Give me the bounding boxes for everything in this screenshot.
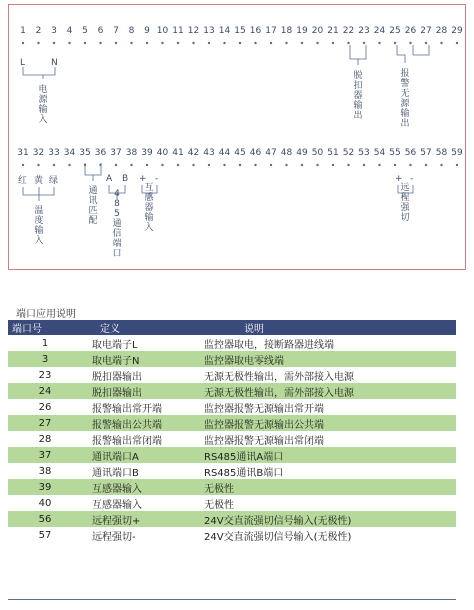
top-terminal-dot-7 (115, 42, 117, 44)
bottom-terminal-dot-40 (161, 164, 163, 166)
cell-definition: 脱扣器输出 (82, 383, 188, 399)
cell-definition: 互感器输入 (82, 479, 188, 495)
bottom-terminal-56: 56 (404, 148, 417, 158)
cell-port: 3 (8, 351, 82, 367)
top-terminal-21: 21 (327, 26, 339, 36)
top-terminal-dot-23 (363, 42, 365, 44)
bottom-terminal-dot-49 (301, 164, 303, 166)
bottom-terminal-dot-56 (409, 164, 411, 166)
lead-35 (85, 163, 93, 181)
bottom-terminal-dot-50 (316, 164, 318, 166)
top-terminal-dot-2 (37, 42, 39, 44)
bottom-terminal-41: 41 (172, 148, 184, 158)
cell-description: 监控器报警无源输出常开端 (188, 399, 456, 415)
cell-port: 1 (8, 335, 82, 351)
top-terminal-dot-20 (316, 42, 318, 44)
section-title: 端口应用说明 (16, 309, 76, 320)
mark-yellow: 黄 (34, 176, 44, 186)
label-power-input: 电源输入 (38, 85, 48, 125)
table-row (8, 431, 456, 447)
top-terminal-14: 14 (218, 26, 231, 36)
top-terminal-dot-24 (378, 42, 380, 44)
bottom-terminal-dot-42 (192, 164, 194, 166)
mark-minus-ct: - (155, 174, 159, 184)
top-terminal-dot-3 (53, 42, 55, 44)
bottom-terminal-dot-39 (146, 164, 148, 166)
top-terminal-29: 29 (451, 26, 463, 36)
bottom-terminal-54: 54 (373, 148, 386, 158)
cell-description: RS485通讯A端口 (188, 447, 456, 463)
bottom-terminal-57: 57 (420, 148, 432, 158)
table-row (8, 527, 456, 543)
bottom-terminal-49: 49 (296, 148, 308, 158)
top-terminal-10: 10 (156, 26, 169, 36)
lead-28 (413, 45, 429, 55)
top-terminal-17: 17 (265, 26, 277, 36)
bottom-terminal-dot-37 (115, 164, 117, 166)
label-remote-cut: 远程强切 (400, 183, 410, 223)
top-terminal-1: 1 (20, 26, 26, 36)
table-row (8, 399, 456, 415)
lead-24 (358, 45, 366, 59)
bottom-terminal-31: 31 (17, 148, 29, 158)
cell-description: 监控器报警无源输出公共端 (188, 415, 456, 431)
bottom-terminal-dot-38 (130, 164, 132, 166)
bottom-terminal-37: 37 (110, 148, 122, 158)
top-terminal-16: 16 (249, 26, 262, 36)
top-terminal-dot-8 (130, 42, 132, 44)
label-alarm-output: 报警无源输出 (400, 69, 410, 129)
table-row (8, 463, 456, 479)
top-terminal-9: 9 (144, 26, 150, 36)
top-terminal-dot-29 (456, 42, 458, 44)
bottom-terminal-46: 46 (249, 148, 262, 158)
cell-definition: 远程强切+ (82, 511, 188, 527)
cell-definition: 远程强切- (82, 527, 188, 543)
top-terminal-dot-6 (99, 42, 101, 44)
terminal-wiring-diagram (8, 4, 466, 270)
table-row (8, 415, 456, 431)
top-terminal-27: 27 (420, 26, 432, 36)
lead-23 (350, 45, 358, 65)
bottom-terminal-36: 36 (94, 148, 107, 158)
top-terminal-4: 4 (66, 26, 73, 36)
bottom-terminal-dot-47 (270, 164, 272, 166)
cell-definition: 报警输出常开端 (82, 399, 188, 415)
header-description: 说明 (188, 320, 456, 335)
top-terminal-dot-17 (270, 42, 272, 44)
cell-description: 无极性 (188, 495, 456, 511)
top-terminal-dot-27 (425, 42, 427, 44)
top-terminal-7: 7 (113, 26, 119, 36)
top-terminal-28: 28 (435, 26, 448, 36)
bottom-terminal-dot-48 (285, 164, 287, 166)
bottom-terminal-39: 39 (141, 148, 153, 158)
top-terminal-11: 11 (172, 26, 184, 36)
top-terminal-dot-14 (223, 42, 225, 44)
mark-N: N (51, 58, 58, 68)
table-row (8, 335, 456, 351)
cell-description: 无极性 (188, 479, 456, 495)
mark-A: A (106, 174, 113, 184)
label-temp-input: 温度输入 (34, 206, 44, 246)
table-row (8, 383, 456, 399)
lead-26 (397, 45, 405, 63)
top-terminal-6: 6 (97, 26, 104, 36)
cell-description: RS485通讯B端口 (188, 463, 456, 479)
top-terminal-dot-1 (22, 42, 24, 44)
label-comm-match: 通讯匹配 (88, 186, 98, 226)
top-terminal-dot-4 (68, 42, 70, 44)
cell-description: 无源无极性输出，需外部接入电源 (188, 367, 456, 383)
table-row (8, 367, 456, 383)
cell-port: 27 (8, 415, 82, 431)
bottom-terminal-dot-54 (378, 164, 380, 166)
bottom-terminal-47: 47 (265, 148, 277, 158)
cell-description: 24V交直流强切信号输入(无极性) (188, 511, 456, 527)
top-terminal-12: 12 (187, 26, 200, 36)
top-terminal-dot-21 (332, 42, 334, 44)
top-terminal-8: 8 (128, 26, 135, 36)
cell-port: 23 (8, 367, 82, 383)
bottom-terminal-dot-34 (68, 164, 70, 166)
port-description-table (8, 320, 456, 543)
bottom-terminal-dot-31 (22, 164, 24, 166)
bottom-terminal-dot-43 (208, 164, 210, 166)
bottom-terminal-dot-51 (332, 164, 334, 166)
bottom-terminal-dot-45 (239, 164, 241, 166)
top-terminal-dot-25 (394, 42, 396, 44)
cell-description: 24V交直流强切信号输入(无极性) (188, 527, 456, 543)
bottom-rule (8, 599, 456, 600)
top-terminal-13: 13 (203, 26, 215, 36)
mark-plus-ct: + (139, 174, 147, 184)
cell-port: 57 (8, 527, 82, 543)
cell-definition: 报警输出公共端 (82, 415, 188, 431)
label-ct-input: 互感器输入 (144, 183, 154, 233)
top-terminal-dot-16 (254, 42, 256, 44)
top-terminal-5: 5 (82, 26, 88, 36)
bottom-terminal-44: 44 (218, 148, 231, 158)
bottom-terminal-34: 34 (63, 148, 76, 158)
cell-definition: 取电端子L (82, 335, 188, 351)
bottom-terminal-40: 40 (156, 148, 169, 158)
mark-B: B (122, 174, 129, 184)
bottom-terminal-58: 58 (435, 148, 448, 158)
cell-definition: 通讯端口B (82, 463, 188, 479)
top-terminal-23: 23 (358, 26, 370, 36)
bottom-terminal-45: 45 (234, 148, 246, 158)
top-terminal-dot-12 (192, 42, 194, 44)
top-terminal-dot-11 (177, 42, 179, 44)
lead-3 (43, 67, 55, 75)
top-terminal-18: 18 (280, 26, 293, 36)
top-terminal-22: 22 (342, 26, 355, 36)
top-terminal-24: 24 (373, 26, 386, 36)
cell-port: 37 (8, 447, 82, 463)
cell-description: 无源无极性输出，需外部接入电源 (188, 383, 456, 399)
bottom-terminal-33: 33 (48, 148, 60, 158)
table-header-row (8, 320, 456, 335)
header-port: 端口号 (8, 320, 82, 335)
bottom-terminal-52: 52 (342, 148, 355, 158)
bottom-terminal-dot-33 (53, 164, 55, 166)
cell-definition: 脱扣器输出 (82, 367, 188, 383)
lead-33 (39, 187, 54, 195)
bottom-terminal-51: 51 (327, 148, 339, 158)
mark-plus-remote: + (395, 174, 403, 184)
bottom-terminal-dot-57 (425, 164, 427, 166)
bottom-terminal-53: 53 (358, 148, 370, 158)
bottom-terminal-32: 32 (32, 148, 45, 158)
top-terminal-26: 26 (404, 26, 417, 36)
top-terminal-dot-15 (239, 42, 241, 44)
cell-port: 24 (8, 383, 82, 399)
top-terminal-dot-18 (285, 42, 287, 44)
top-terminal-15: 15 (234, 26, 246, 36)
cell-port: 39 (8, 479, 82, 495)
top-terminal-19: 19 (296, 26, 308, 36)
top-terminal-2: 2 (35, 26, 42, 36)
mark-L: L (20, 58, 26, 68)
cell-port: 28 (8, 431, 82, 447)
bottom-terminal-dot-41 (177, 164, 179, 166)
cell-definition: 取电端子N (82, 351, 188, 367)
cell-port: 56 (8, 511, 82, 527)
cell-definition: 通讯端口A (82, 447, 188, 463)
mark-minus-remote: - (410, 174, 414, 184)
cell-description: 监控器取电，接断路器进线端 (188, 335, 456, 351)
label-485-port: 4 8 5 通信端口 (112, 189, 122, 259)
top-terminal-dot-5 (84, 42, 86, 44)
mark-red: 红 (18, 176, 28, 186)
mark-green: 绿 (49, 176, 59, 186)
bottom-terminal-dot-52 (347, 164, 349, 166)
bottom-terminal-59: 59 (451, 148, 463, 158)
bottom-terminal-dot-46 (254, 164, 256, 166)
top-terminal-dot-10 (161, 42, 163, 44)
bottom-terminal-dot-58 (440, 164, 442, 166)
top-terminal-dot-26 (409, 42, 411, 44)
cell-description: 监控器取电零线端 (188, 351, 456, 367)
top-terminal-25: 25 (389, 26, 401, 36)
lead-31 (23, 187, 39, 201)
bottom-terminal-dot-59 (456, 164, 458, 166)
bottom-terminal-35: 35 (79, 148, 91, 158)
cell-port: 40 (8, 495, 82, 511)
top-terminal-dot-9 (146, 42, 148, 44)
lead-1 (23, 67, 43, 75)
bottom-terminal-38: 38 (125, 148, 138, 158)
bottom-terminal-dot-44 (223, 164, 225, 166)
cell-port: 38 (8, 463, 82, 479)
table-row (8, 495, 456, 511)
top-terminal-20: 20 (311, 26, 324, 36)
cell-definition: 互感器输入 (82, 495, 188, 511)
top-terminal-dot-13 (208, 42, 210, 44)
bottom-terminal-dot-55 (394, 164, 396, 166)
bottom-terminal-50: 50 (311, 148, 324, 158)
top-terminal-dot-22 (347, 42, 349, 44)
table-row (8, 511, 456, 527)
cell-description: 监控器报警无源输出常闭端 (188, 431, 456, 447)
bottom-terminal-55: 55 (389, 148, 401, 158)
top-terminal-dot-28 (440, 42, 442, 44)
bottom-terminal-43: 43 (203, 148, 215, 158)
terminal-diagram-svg (9, 5, 465, 269)
bottom-terminal-42: 42 (187, 148, 200, 158)
label-breaker-output: 脱扣器输出 (353, 71, 363, 121)
top-terminal-3: 3 (51, 26, 57, 36)
table-row (8, 351, 456, 367)
top-terminal-dot-19 (301, 42, 303, 44)
cell-port: 26 (8, 399, 82, 415)
cell-definition: 报警输出常闭端 (82, 431, 188, 447)
table-row (8, 447, 456, 463)
bottom-terminal-dot-32 (37, 164, 39, 166)
bottom-terminal-dot-53 (363, 164, 365, 166)
bottom-terminal-48: 48 (280, 148, 293, 158)
header-definition: 定义 (82, 320, 188, 335)
table-row (8, 479, 456, 495)
